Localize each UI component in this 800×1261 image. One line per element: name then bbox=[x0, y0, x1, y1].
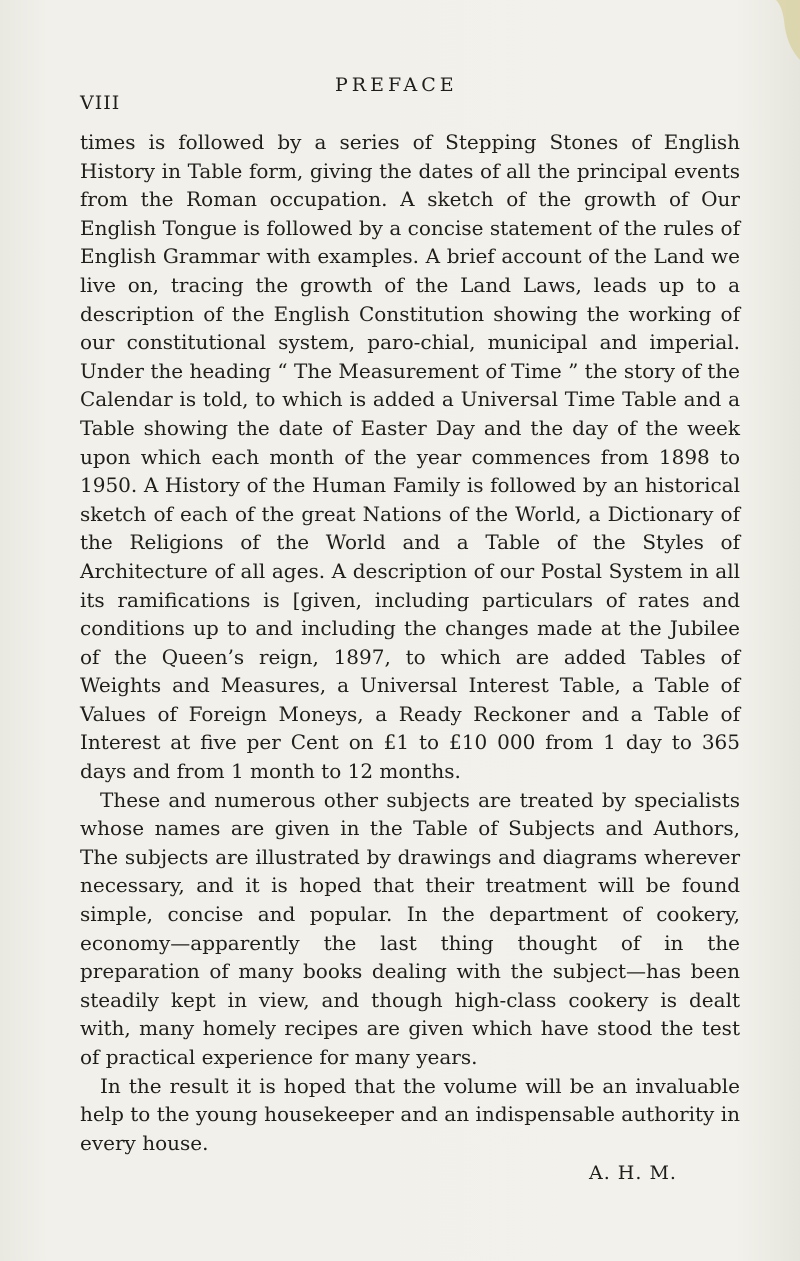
running-head: PREFACE bbox=[335, 74, 458, 96]
paragraph-1: times is followed by a series of Stepping Stones of English History in Table form, giving the dates of all the principal events from the Roman occupation. A sketch of the growth of Our English Tongue is followed by a concise statement of the rules of English Grammar with examples. A brief account of the Land we live on, tracing the growth of the Land Laws, leads up to a description of the English Constitution showing the working of our constitutional system, paro-chial, municipal and imperial. Under the heading “ The Measurement of Time ” the story of the Calendar is told, to which is added a Universal Time Table and a Table showing the date of Easter Day and the day of the week upon which each month of the year commences from 1898 to 1950. A History of the Human Family is followed by an historical sketch of each of the great Nations of the World, a Dictionary of the Religions of the World and a Table of the Styles of Architecture of all ages. A description of our Postal System in all its ramifications is [given, including particulars of rates and conditions up to and including the changes made at the Jubilee of the Queen’s reign, 1897, to which are added Tables of Weights and Measures, a Universal Interest Table, a Table of Values of Foreign Moneys, a Ready Reckoner and a Table of Interest at five per Cent on £1 to £10 000 from 1 day to 365 days and from 1 month to 12 months. bbox=[80, 130, 740, 784]
page-corner-stain bbox=[766, 0, 800, 60]
author-initials: A. H. M. bbox=[589, 1162, 677, 1184]
page-number: VIII bbox=[80, 92, 121, 114]
paragraph-3: In the result it is hoped that the volume will be an invaluable help to the young housekeeper and an indispensable authority in every house. bbox=[80, 1073, 740, 1155]
preface-text bbox=[80, 128, 740, 1157]
paragraph-2: These and numerous other subjects are treated by specialists whose names are given in the Table of Subjects and Authors, The subjects are illustrated by drawings and diagrams wherever necessary, and it is hoped that their treatment will be found simple, concise and popular. In the department of cookery, economy—apparently the last thing thought of in the preparation of many books dealing with the subject—has been steadily kept in view, and though high-class cookery is dealt with, many homely recipes are given which have stood the test of practical experience for many years. bbox=[80, 787, 740, 1069]
